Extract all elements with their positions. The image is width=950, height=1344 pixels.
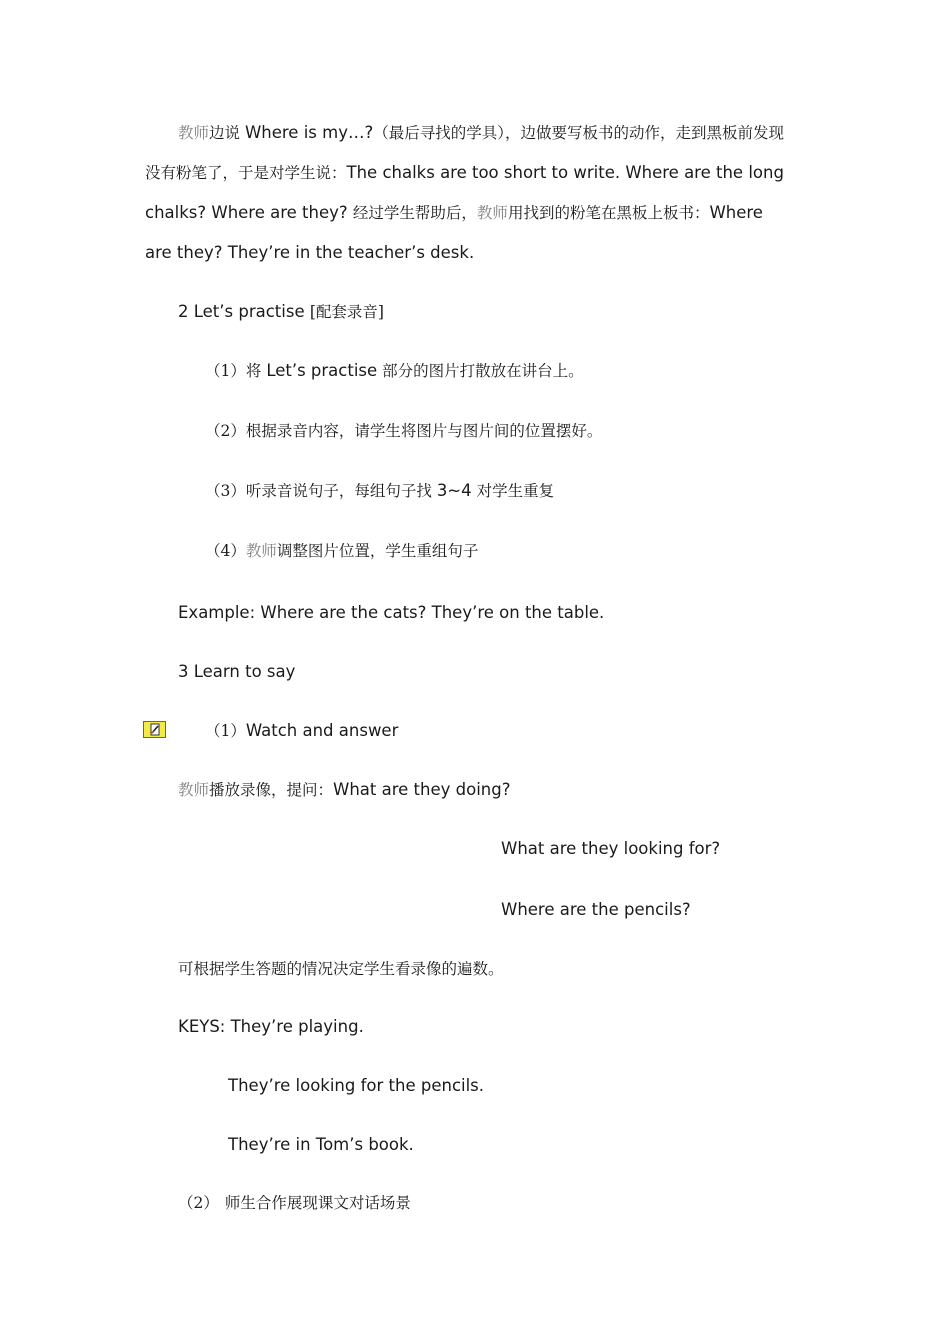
keys-line1: KEYS: They’re playing. [178, 1017, 364, 1036]
section3-note: 可根据学生答题的情况决定学生看录像的遍数。 [178, 960, 504, 978]
para1-line3: chalks? Where are they? 经过学生帮助后，教师用找到的粉笔在黑板上板书：Where [145, 203, 763, 222]
section3-video-question: 教师播放录像，提问：What are they doing? [178, 780, 511, 799]
section2-step1: （1）将 Let’s practise 部分的图片打散放在讲台上。 [205, 361, 584, 380]
section2-heading: 2 Let’s practise [配套录音] [178, 302, 384, 321]
question-3: Where are the pencils? [501, 900, 691, 919]
para1-line2: 没有粉笔了，于是对学生说：The chalks are too short to write. Where are the long [145, 163, 784, 182]
teacher-label: 教师 [476, 204, 508, 222]
video-marker-icon[interactable] [143, 721, 166, 738]
para1-line4: are they? They’re in the teacher’s desk. [145, 243, 475, 262]
keys-line2: They’re looking for the pencils. [228, 1076, 485, 1095]
section2-step4: （4）教师调整图片位置，学生重组句子 [205, 542, 479, 560]
teacher-label: 教师 [178, 781, 210, 799]
question-2: What are they looking for? [501, 839, 721, 858]
section3-sub2: （2） 师生合作展现课文对话场景 [178, 1194, 411, 1212]
section3-sub1: （1）Watch and answer [205, 721, 399, 740]
section2-step2: （2）根据录音内容，请学生将图片与图片间的位置摆好。 [205, 422, 603, 440]
para1-line1: 教师边说 Where is my…?（最后寻找的学具），边做要写板书的动作，走到黑板前发现 [178, 123, 784, 142]
teacher-label: 教师 [245, 542, 277, 560]
pencil-icon [144, 722, 165, 737]
section2-step3: （3）听录音说句子，每组句子找 3~4 对学生重复 [205, 481, 555, 500]
keys-line3: They’re in Tom’s book. [228, 1135, 414, 1154]
section2-example: Example: Where are the cats? They’re on the table. [178, 603, 605, 622]
section3-heading: 3 Learn to say [178, 662, 296, 681]
teacher-label: 教师 [178, 124, 210, 142]
